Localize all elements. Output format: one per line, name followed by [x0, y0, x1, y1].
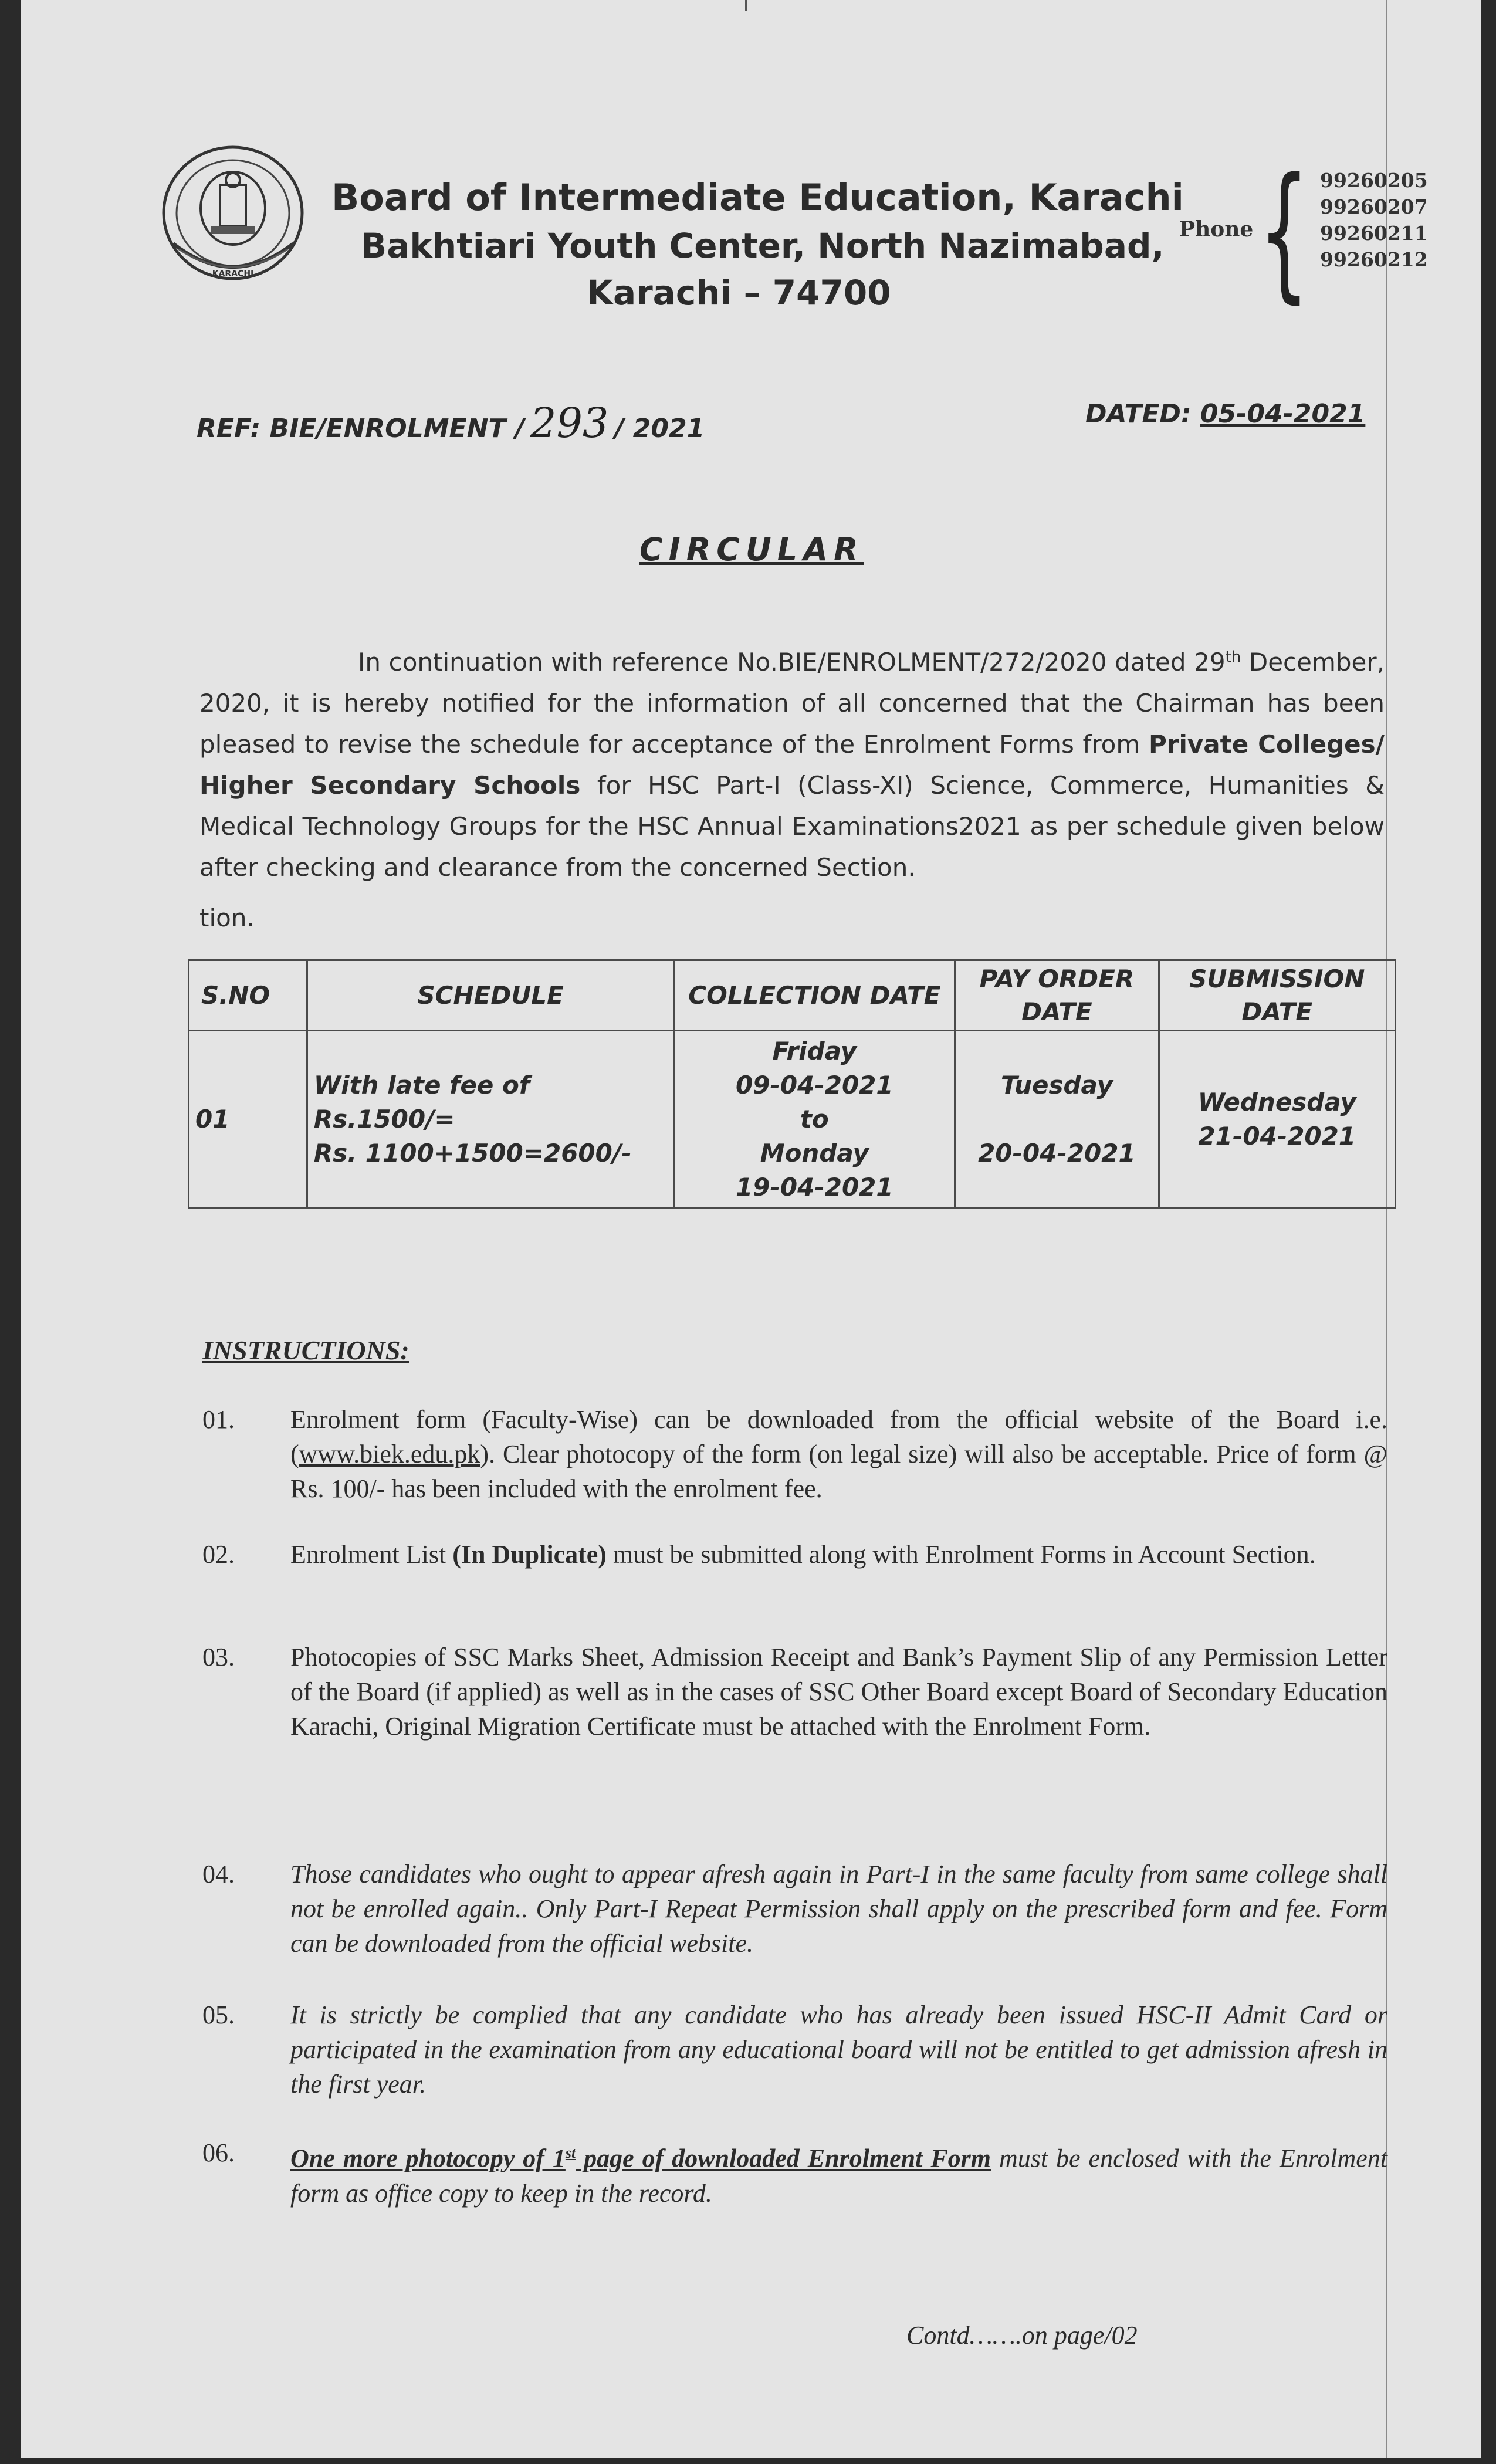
item-text-part: Enrolment form (Faculty-Wise) can be downloaded from the official website of the Board i.e. ( — [290, 1405, 1387, 1468]
reference-number — [197, 399, 705, 447]
schedule-table — [188, 959, 1396, 1209]
continued-note: Contd…….on page/02 — [906, 2321, 1138, 2350]
item-text-underlined: One more photocopy of 1 — [290, 2144, 566, 2173]
item-sup: st — [565, 2144, 576, 2161]
schedule-line: Rs.1500/= — [313, 1105, 455, 1133]
phone-number: 99260211 — [1320, 222, 1428, 245]
instruction-item — [202, 1537, 1387, 1572]
dated-label: DATED: — [1085, 399, 1192, 429]
item-text: Those candidates who ought to appear afresh again in Part-I in the same faculty from same college shall not be enrolled again.. Only Part-I Repeat Permission shall apply on the prescribed form and fee. Form can be downloaded from the official website. — [290, 1860, 1387, 1958]
scan-edge-mark — [745, 0, 747, 11]
item-text — [290, 2135, 1387, 2211]
collection-line: Monday — [760, 1139, 869, 1167]
phone-list — [1320, 167, 1428, 273]
para-bold: Private Colleges/ Higher Secondary Schools — [199, 730, 1385, 800]
item-number: 06. — [202, 2138, 235, 2167]
collection-line: 19-04-2021 — [735, 1173, 893, 1201]
th-sno: S.NO — [189, 960, 307, 1031]
board-seal-logo — [155, 144, 311, 293]
item-text: Photocopies of SSC Marks Sheet, Admission Receipt and Bank’s Payment Slip of any Permission Letter of the Board (if applied) as well as in the cases of SSC Other Board except Board of Secondary Education Karachi, Original Migration Certificate must be attached with the Enrolment Form. — [290, 1643, 1387, 1741]
item-number: 01. — [202, 1405, 235, 1434]
instructions-heading: INSTRUCTIONS: — [202, 1335, 409, 1365]
ref-handwritten-number: 293 — [530, 399, 609, 447]
item-text-part: ). Clear photocopy of the form (on legal size) will also be acceptable. Price of form @ Rs. 100/- has been included with the enrolment fee. — [290, 1440, 1387, 1503]
instruction-item — [202, 1640, 1387, 1744]
stray-text: tion. — [199, 903, 255, 932]
collection-line: to — [800, 1105, 829, 1133]
instruction-item — [202, 2135, 1387, 2211]
submission-day: Wednesday — [1197, 1088, 1356, 1116]
cell-schedule — [307, 1031, 673, 1209]
th-schedule: SCHEDULE — [307, 960, 673, 1031]
item-number: 04. — [202, 1860, 235, 1888]
schedule-line: Rs. 1100+1500=2600/- — [313, 1139, 632, 1167]
phone-number: 99260205 — [1320, 169, 1428, 192]
brace-icon: { — [1258, 146, 1310, 317]
logo-text: KARACHI — [212, 269, 254, 279]
collection-line: Friday — [772, 1037, 857, 1065]
th-submission-date: SUBMISSION DATE — [1159, 960, 1395, 1031]
item-text: It is strictly be complied that any candidate who has already been issued HSC-II Admit Card or participated in the examination from any educational board will not be entitled to get admission afresh in the first year. — [290, 2001, 1387, 2099]
item-number: 03. — [202, 1643, 235, 1671]
item-text-part: must be submitted along with Enrolment Forms in Account Section. — [606, 1540, 1316, 1569]
para-text-a: In continuation with reference No.BIE/ENROLMENT/272/2020 dated 29 — [358, 648, 1226, 676]
website-link[interactable]: www.biek.edu.pk — [299, 1440, 480, 1468]
ref-prefix: REF: BIE/ENROLMENT / — [197, 414, 524, 444]
item-text-part: must be enclosed with the Enrolment form as office copy to keep in the record. — [290, 2144, 1387, 2208]
item-text-underlined: page of downloaded Enrolment Form — [576, 2144, 991, 2173]
item-number: 02. — [202, 1540, 235, 1569]
ref-suffix: / 2021 — [614, 414, 705, 444]
dated — [1085, 399, 1365, 429]
item-text — [290, 1402, 1387, 1506]
item-text-bold: (In Duplicate) — [452, 1540, 607, 1569]
body-paragraph — [199, 637, 1385, 888]
submission-date: 21-04-2021 — [1198, 1122, 1356, 1150]
phone-label: Phone — [1179, 217, 1254, 242]
instruction-item — [202, 1857, 1387, 1961]
cell-collection-date — [674, 1031, 955, 1209]
item-number: 05. — [202, 2001, 235, 2029]
cell-pay-order-date — [955, 1031, 1159, 1209]
item-text-part: Enrolment List — [290, 1540, 453, 1569]
cell-submission-date — [1159, 1031, 1395, 1209]
circular-title: CIRCULAR — [639, 531, 864, 568]
schedule-line: With late fee of — [313, 1071, 530, 1099]
address-line-2: Karachi – 74700 — [587, 273, 891, 313]
pay-order-day: Tuesday — [1000, 1071, 1113, 1099]
para-text-c: for HSC Part-I (Class-XI) Science, Commerce, Humanities & Medical Technology Groups for the HSC Annual Examinations2021 as per schedule given below after checking and clearance from the concerned Section. — [199, 771, 1385, 882]
th-collection-date: COLLECTION DATE — [674, 960, 955, 1031]
phone-number: 99260207 — [1320, 195, 1428, 218]
pay-order-date: 20-04-2021 — [978, 1139, 1136, 1167]
cell-sno: 01 — [189, 1031, 307, 1209]
address-line-1: Bakhtiari Youth Center, North Nazimabad, — [361, 226, 1165, 266]
table-row — [189, 1031, 1396, 1209]
phone-number: 99260212 — [1320, 248, 1428, 271]
instruction-item — [202, 1402, 1387, 1506]
table-header-row — [189, 960, 1396, 1031]
dated-value: 05-04-2021 — [1200, 399, 1366, 429]
para-text-b: December, 2020, it is hereby notified for the information of all concerned that the Chairman has been pleased to revise the schedule for acceptance of the Enrolment Forms from — [199, 648, 1385, 759]
th-pay-order-date: PAY ORDER DATE — [955, 960, 1159, 1031]
para-sup: th — [1225, 648, 1241, 666]
org-name: Board of Intermediate Education, Karachi — [331, 176, 1184, 219]
item-text — [290, 1537, 1387, 1572]
collection-line: 09-04-2021 — [735, 1071, 893, 1099]
instruction-item — [202, 1998, 1387, 2101]
